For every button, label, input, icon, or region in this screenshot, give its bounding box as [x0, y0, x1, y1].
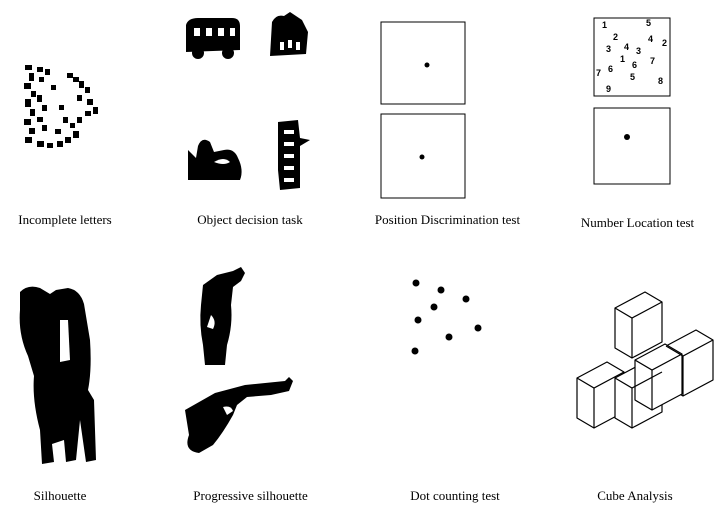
dot-bottom — [420, 155, 425, 160]
number-label: 9 — [606, 84, 612, 94]
caption-cube-analysis: Cube Analysis — [597, 488, 673, 503]
number-label: 7 — [650, 56, 656, 66]
number-label: 4 — [624, 42, 630, 52]
number-label: 3 — [636, 46, 642, 56]
target-dot — [624, 134, 630, 140]
dot — [438, 287, 445, 294]
fragmented-letter-d — [15, 55, 115, 165]
pistol-vertical — [200, 267, 245, 365]
caption-position-discrimination-test: Position Discrimination test — [374, 212, 521, 227]
panel-incomplete-letters — [15, 55, 115, 165]
number-label: 1 — [602, 20, 608, 30]
dot — [413, 280, 420, 287]
dot-field — [400, 270, 500, 370]
dot — [446, 334, 453, 341]
square-top — [381, 22, 465, 104]
number-label: 8 — [658, 76, 664, 86]
number-label: 7 — [596, 68, 602, 78]
caption-dot-counting-test: Dot counting test — [410, 488, 500, 503]
dot — [463, 296, 470, 303]
panel-progressive-silhouette — [175, 265, 325, 480]
building-silhouette — [270, 12, 308, 56]
cube — [635, 344, 682, 410]
panel-object-decision-task — [180, 10, 330, 190]
square-target — [594, 108, 670, 184]
number-label: 4 — [648, 34, 654, 44]
number-label: 6 — [632, 60, 638, 70]
pistol-silhouettes — [175, 265, 325, 480]
cube-stack — [570, 280, 715, 430]
dot — [475, 325, 482, 332]
panel-number-location-test — [590, 14, 680, 189]
cube — [615, 292, 662, 358]
caption-progressive-silhouette: Progressive silhouette — [193, 488, 308, 503]
animal-silhouette — [188, 140, 242, 180]
dot — [415, 317, 422, 324]
bus-silhouette — [186, 18, 240, 59]
number-label: 2 — [662, 38, 668, 48]
number-location-squares — [590, 14, 680, 189]
panel-cube-analysis — [570, 280, 715, 430]
position-squares — [375, 18, 475, 203]
caption-object-decision-task: Object decision task — [197, 212, 303, 227]
number-label: 5 — [630, 72, 636, 82]
number-label: 5 — [646, 18, 652, 28]
pistol-horizontal — [185, 377, 293, 453]
caption-silhouette: Silhouette — [33, 488, 87, 503]
panel-silhouette — [10, 280, 110, 480]
caption-incomplete-letters: Incomplete letters — [18, 212, 112, 227]
number-label: 2 — [613, 32, 619, 42]
number-label: 1 — [620, 54, 626, 64]
panel-position-discrimination-test — [375, 18, 475, 203]
panel-dot-counting-test — [400, 270, 500, 370]
dot-top — [425, 63, 430, 68]
animal-silhouette-large — [10, 280, 110, 480]
caption-number-location-test: Number Location test — [580, 215, 695, 230]
number-label: 3 — [606, 44, 612, 54]
number-label: 6 — [608, 64, 614, 74]
dot — [431, 304, 438, 311]
dot — [412, 348, 419, 355]
object-silhouettes — [180, 10, 330, 190]
